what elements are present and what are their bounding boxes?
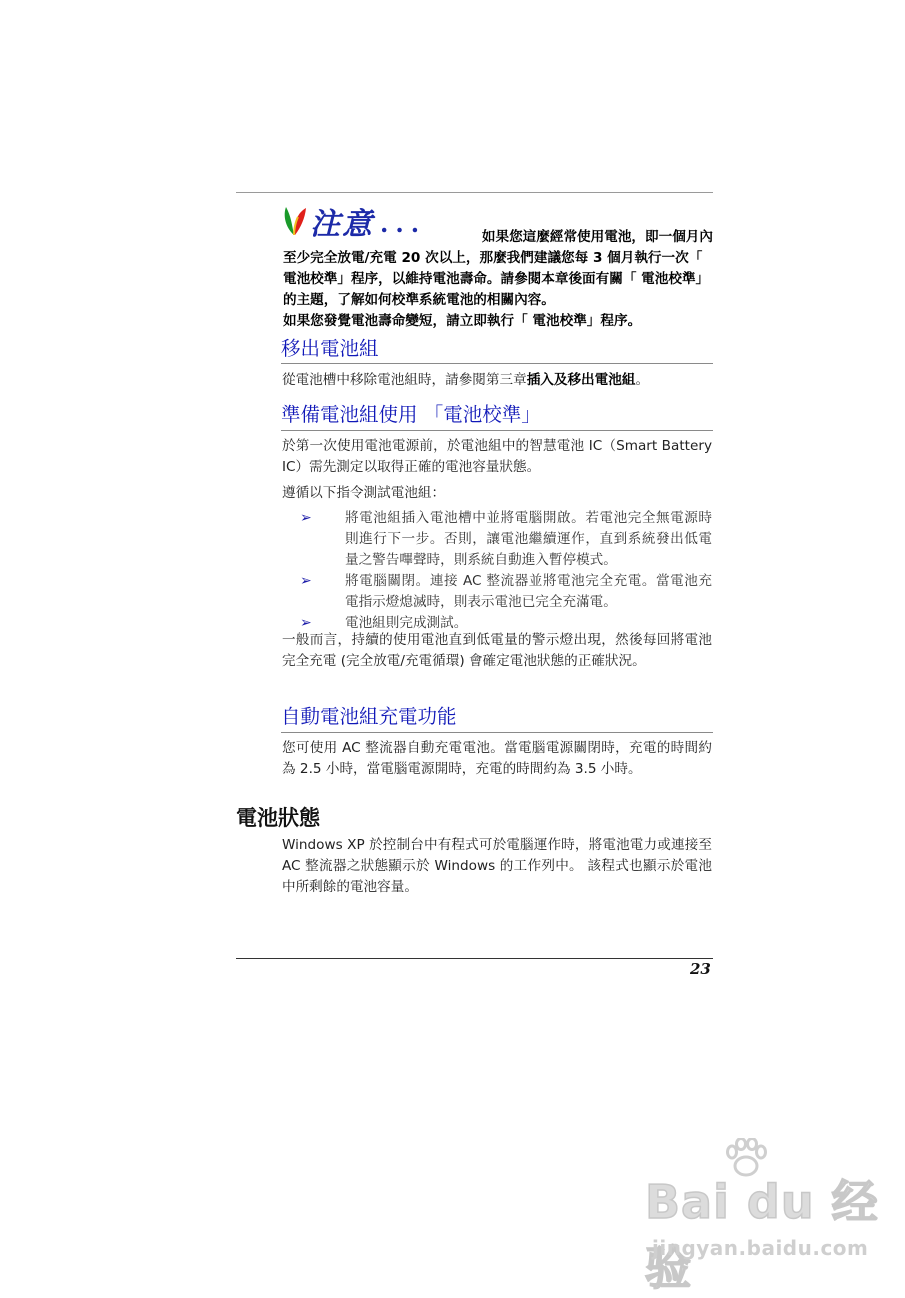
- note-title: 注意: [310, 207, 374, 242]
- list-item: ➢ 電池組則完成測試。: [300, 613, 712, 634]
- chapter-reference: 插入及移出電池組: [526, 372, 636, 388]
- bottom-rule: [236, 958, 713, 959]
- note-text: [283, 227, 713, 332]
- watermark-url: jingyan.baidu.com: [652, 1236, 869, 1260]
- note-line-1: 如果您這麼經常使用電池，即一個月內: [481, 229, 713, 245]
- calibrate-intro: 於第一次使用電池電源前，於電池組中的智慧電池 IC（Smart Battery IC）需先測定以取得正確的電池容量狀態。: [282, 438, 712, 475]
- section-rule: [281, 430, 713, 431]
- calibrate-steps: [300, 508, 712, 634]
- arrow-bullet-icon: ➢: [300, 615, 312, 631]
- section-title-status: 電池狀態: [236, 806, 320, 830]
- arrow-bullet-icon: ➢: [300, 510, 312, 526]
- section-title-auto: 自動電池組充電功能: [281, 705, 457, 728]
- arrow-bullet-icon: ➢: [300, 573, 312, 589]
- watermark-logo: Bai du 经验: [645, 1175, 879, 1295]
- note-line-3: 如果您發覺電池壽命變短，請立即執行「 電池校準」程序。: [283, 313, 642, 329]
- top-rule: [236, 192, 713, 193]
- section-rule: [281, 732, 713, 733]
- note-line-2: 至少完全放電/充電 20 次以上，那麼我們建議您每 3 個月執行一次「 電池校準」程序，以維持電池壽命。請參閱本章後面有關「 電池校準」的主題，了解如何校準系統電池的相關內容。: [283, 250, 710, 308]
- remove-paragraph: 從電池槽中移除電池組時，請參閱第三章插入及移出電池組。: [282, 372, 650, 388]
- section-rule: [281, 363, 713, 364]
- calibrate-follow: 遵循以下指令測試電池組：: [282, 485, 446, 501]
- status-paragraph: Windows XP 於控制台中有程式可於電腦運作時，將電池電力或連接至 AC 整流器之狀態顯示於 Windows 的工作列中。 該程式也顯示於電池中所剩餘的電池容量。: [282, 837, 712, 895]
- list-item: ➢ 將電池組插入電池槽中並將電腦開啟。若電池完全無電源時則進行下一步。否則，讓電池繼續運作，直到系統發出低電量之警告嗶聲時，則系統自動進入暫停模式。: [300, 510, 712, 568]
- section-title-remove: 移出電池組: [281, 337, 379, 360]
- auto-paragraph: 您可使用 AC 整流器自動充電電池。當電腦電源關閉時，充電的時間約為 2.5 小時，當電腦電源開時，充電的時間約為 3.5 小時。: [282, 740, 712, 777]
- section-title-calibrate: 準備電池組使用 「電池校準」: [281, 403, 541, 426]
- list-item: ➢ 將電腦關閉。連接 AC 整流器並將電池完全充電。當電池充電指示燈熄滅時，則表示電池已完全充滿電。: [300, 573, 712, 610]
- note-dots: ...: [380, 208, 427, 238]
- calibrate-summary: 一般而言，持續的使用電池直到低電量的警示燈出現，然後每回將電池完全充電 (完全放電/充電循環) 會確定電池狀態的正確狀況。: [282, 632, 712, 669]
- watermark: [640, 1138, 890, 1295]
- page-number: 23: [690, 960, 711, 978]
